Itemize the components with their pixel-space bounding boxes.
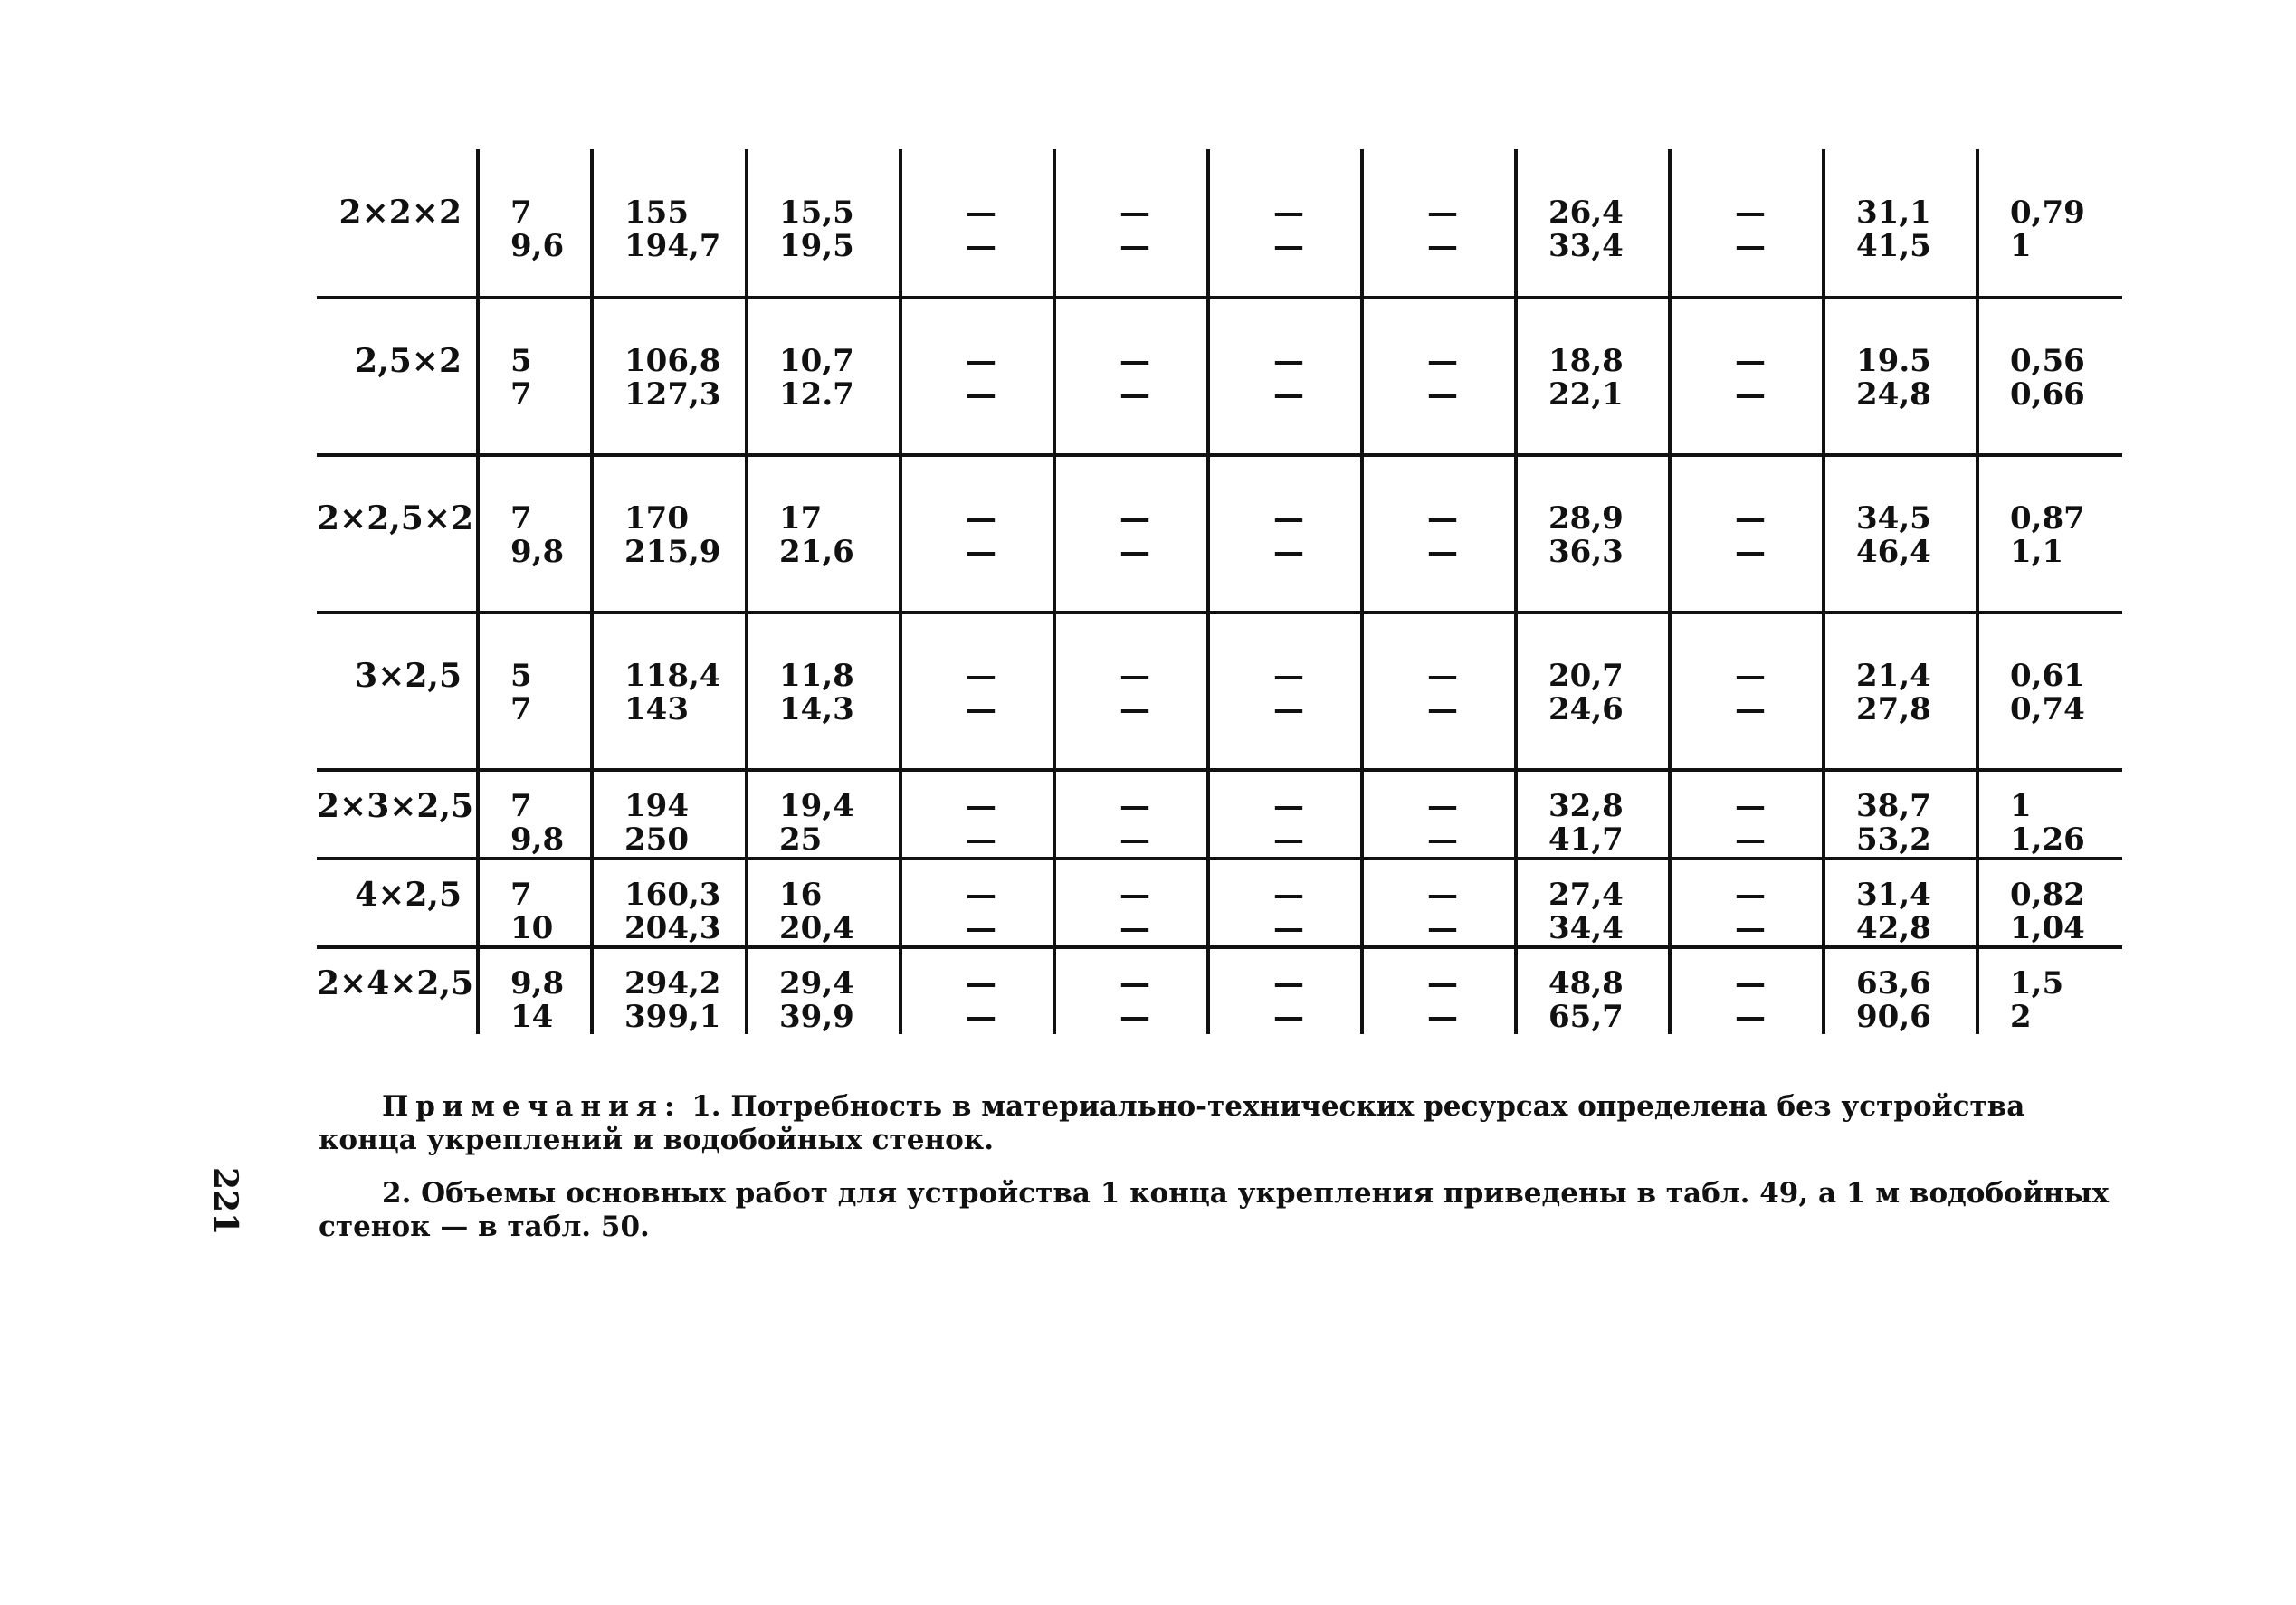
cell-value-top: —	[1427, 500, 1458, 537]
table-cell	[747, 613, 900, 770]
table-cell	[1054, 770, 1208, 859]
cell-value-top: —	[1273, 195, 1304, 231]
table-cell	[1208, 455, 1362, 613]
cell-value-bottom: 204,3	[624, 910, 721, 946]
table-cell	[900, 455, 1054, 613]
row-label: 2×2,5×2	[317, 499, 474, 537]
cell-value-bottom: 14	[510, 999, 554, 1035]
row-label: 2,5×2	[355, 342, 462, 380]
table-cell	[1977, 149, 2122, 298]
table-cell	[592, 298, 747, 455]
table-cell	[1208, 770, 1362, 859]
table-cell	[1824, 298, 1977, 455]
table-row	[317, 770, 2122, 859]
cell-value-top: 0,56	[2010, 343, 2085, 379]
cell-value-top: 21,4	[1856, 658, 1931, 694]
table-cell	[1516, 770, 1670, 859]
cell-value-bottom: 14,3	[779, 691, 854, 727]
cell-value-bottom: —	[966, 910, 996, 946]
cell-value-bottom: 2	[2010, 999, 2032, 1035]
cell-value-bottom: 24,8	[1856, 376, 1931, 413]
table-cell	[1362, 859, 1516, 947]
cell-value-bottom: —	[966, 691, 996, 727]
notes-heading: Примечания:	[382, 1090, 682, 1123]
cell-value-bottom: —	[1273, 228, 1304, 264]
table-cell	[1516, 298, 1670, 455]
cell-value-top: 5	[510, 658, 532, 694]
table-cell	[747, 298, 900, 455]
cell-value-bottom: 1,26	[2010, 821, 2085, 858]
cell-value-top: —	[1119, 343, 1150, 379]
table-cell	[592, 947, 747, 1034]
table-cell	[1977, 455, 2122, 613]
table-cell	[900, 947, 1054, 1034]
table-cell	[900, 149, 1054, 298]
cell-value-top: 0,61	[2010, 658, 2085, 694]
table-cell	[900, 613, 1054, 770]
cell-value-top: 5	[510, 343, 532, 379]
table-cell	[900, 298, 1054, 455]
table-cell	[1362, 298, 1516, 455]
table-cell	[1824, 613, 1977, 770]
table-cell	[747, 455, 900, 613]
cell-value-top: —	[1735, 500, 1766, 537]
table-cell	[1054, 613, 1208, 770]
cell-value-top: —	[1735, 788, 1766, 824]
table-cell	[1824, 770, 1977, 859]
cell-value-top: 34,5	[1856, 500, 1931, 537]
cell-value-bottom: —	[1735, 691, 1766, 727]
table-cell	[1670, 298, 1824, 455]
cell-value-top: 1,5	[2010, 965, 2064, 1002]
table-row	[317, 149, 2122, 298]
table-cell	[1670, 613, 1824, 770]
cell-value-top: 7	[510, 500, 532, 537]
cell-value-top: 31,1	[1856, 195, 1931, 231]
cell-value-bottom: —	[1427, 691, 1458, 727]
row-label: 3×2,5	[355, 657, 462, 695]
table-cell	[592, 455, 747, 613]
cell-value-top: 170	[624, 500, 689, 537]
table-cell	[1054, 455, 1208, 613]
cell-value-bottom: 7	[510, 376, 532, 413]
cell-value-bottom: 215,9	[624, 534, 721, 570]
table-row	[317, 613, 2122, 770]
cell-value-bottom: 1,1	[2010, 534, 2064, 570]
table-cell	[1208, 613, 1362, 770]
table-cell	[900, 770, 1054, 859]
cell-value-top: 31,4	[1856, 877, 1931, 913]
cell-value-top: 17	[779, 500, 823, 537]
cell-value-bottom: 127,3	[624, 376, 721, 413]
cell-value-bottom: —	[1427, 821, 1458, 858]
table-cell	[1208, 149, 1362, 298]
cell-value-bottom: —	[1427, 999, 1458, 1035]
cell-value-bottom: 10	[510, 910, 554, 946]
cell-value-top: —	[1427, 965, 1458, 1002]
table-cell	[478, 613, 592, 770]
cell-value-bottom: —	[1273, 999, 1304, 1035]
cell-value-top: —	[1119, 658, 1150, 694]
cell-value-top: 18,8	[1548, 343, 1624, 379]
cell-value-top: 10,7	[779, 343, 854, 379]
cell-value-bottom: 250	[624, 821, 689, 858]
table-cell	[1977, 298, 2122, 455]
table-cell	[478, 947, 592, 1034]
cell-value-bottom: 46,4	[1856, 534, 1931, 570]
cell-value-bottom: —	[1735, 999, 1766, 1035]
table-cell	[1208, 947, 1362, 1034]
cell-value-bottom: —	[1427, 376, 1458, 413]
cell-value-bottom: 0,66	[2010, 376, 2085, 413]
cell-value-top: 7	[510, 195, 532, 231]
cell-value-bottom: —	[966, 376, 996, 413]
cell-value-bottom: —	[1427, 534, 1458, 570]
table-cell	[1670, 859, 1824, 947]
table-cell	[592, 149, 747, 298]
cell-value-top: 160,3	[624, 877, 721, 913]
table-cell	[592, 859, 747, 947]
cell-value-bottom: 19,5	[779, 228, 854, 264]
table-cell	[478, 298, 592, 455]
cell-value-top: —	[1119, 195, 1150, 231]
page-number: 221	[206, 1167, 244, 1236]
table-cell	[747, 149, 900, 298]
table-cell	[478, 149, 592, 298]
table-cell	[1362, 613, 1516, 770]
table-cell	[1670, 149, 1824, 298]
cell-value-top: 0,79	[2010, 195, 2085, 231]
table-cell	[1362, 770, 1516, 859]
table-body	[317, 149, 2122, 1034]
cell-value-bottom: 399,1	[624, 999, 721, 1035]
table-cell	[1670, 947, 1824, 1034]
cell-value-bottom: —	[1735, 228, 1766, 264]
row-label: 2×3×2,5	[317, 787, 474, 825]
table-notes	[319, 1090, 2115, 1244]
table-cell	[1824, 947, 1977, 1034]
table-cell	[900, 859, 1054, 947]
cell-value-bottom: —	[1735, 910, 1766, 946]
cell-value-top: —	[1119, 877, 1150, 913]
table-cell	[1054, 947, 1208, 1034]
cell-value-bottom: 7	[510, 691, 532, 727]
cell-value-top: 32,8	[1548, 788, 1624, 824]
table-cell	[478, 455, 592, 613]
cell-value-bottom: 9,6	[510, 228, 565, 264]
table-cell	[1362, 149, 1516, 298]
cell-value-top: 7	[510, 788, 532, 824]
table-cell	[1054, 149, 1208, 298]
cell-value-bottom: 0,74	[2010, 691, 2085, 727]
cell-value-bottom: 90,6	[1856, 999, 1931, 1035]
cell-value-top: —	[1119, 965, 1150, 1002]
cell-value-bottom: —	[1119, 376, 1150, 413]
cell-value-bottom: —	[966, 534, 996, 570]
cell-value-bottom: —	[1273, 910, 1304, 946]
cell-value-bottom: 12.7	[779, 376, 854, 413]
cell-value-top: —	[966, 500, 996, 537]
table-cell	[592, 613, 747, 770]
table-cell	[1054, 859, 1208, 947]
table-cell	[1824, 859, 1977, 947]
table-cell	[747, 947, 900, 1034]
cell-value-top: —	[966, 195, 996, 231]
cell-value-top: —	[1273, 500, 1304, 537]
cell-value-bottom: —	[966, 821, 996, 858]
cell-value-top: 26,4	[1548, 195, 1624, 231]
table-cell	[1516, 455, 1670, 613]
cell-value-bottom: 42,8	[1856, 910, 1931, 946]
cell-value-bottom: —	[1119, 534, 1150, 570]
cell-value-top: —	[1427, 343, 1458, 379]
table-cell	[1824, 149, 1977, 298]
cell-value-bottom: 20,4	[779, 910, 854, 946]
cell-value-bottom: 1	[2010, 228, 2032, 264]
cell-value-top: 11,8	[779, 658, 854, 694]
cell-value-top: 0,87	[2010, 500, 2085, 537]
cell-value-top: —	[966, 343, 996, 379]
cell-value-bottom: —	[1735, 534, 1766, 570]
cell-value-top: 9,8	[510, 965, 565, 1002]
cell-value-bottom: 53,2	[1856, 821, 1931, 858]
cell-value-bottom: —	[1273, 534, 1304, 570]
cell-value-top: 63,6	[1856, 965, 1931, 1002]
cell-value-bottom: 27,8	[1856, 691, 1931, 727]
table-cell	[1824, 455, 1977, 613]
cell-value-top: 15,5	[779, 195, 854, 231]
table-cell	[747, 859, 900, 947]
cell-value-bottom: —	[1427, 228, 1458, 264]
cell-value-bottom: 33,4	[1548, 228, 1624, 264]
cell-value-top: —	[1427, 658, 1458, 694]
table-row	[317, 455, 2122, 613]
cell-value-top: —	[966, 965, 996, 1002]
cell-value-bottom: 1,04	[2010, 910, 2085, 946]
table-cell	[1516, 149, 1670, 298]
cell-value-bottom: —	[1119, 999, 1150, 1035]
cell-value-bottom: 21,6	[779, 534, 854, 570]
cell-value-top: —	[1427, 195, 1458, 231]
cell-value-bottom: —	[1273, 821, 1304, 858]
cell-value-bottom: —	[1119, 821, 1150, 858]
table-row	[317, 947, 2122, 1034]
table-row	[317, 859, 2122, 947]
cell-value-top: 7	[510, 877, 532, 913]
cell-value-top: 20,7	[1548, 658, 1624, 694]
cell-value-bottom: 34,4	[1548, 910, 1624, 946]
table-cell	[1208, 298, 1362, 455]
cell-value-bottom: —	[1735, 821, 1766, 858]
row-label: 4×2,5	[355, 876, 462, 914]
cell-value-top: 29,4	[779, 965, 854, 1002]
resources-table	[317, 149, 2122, 1034]
table-cell	[478, 770, 592, 859]
cell-value-top: 1	[2010, 788, 2032, 824]
cell-value-bottom: 143	[624, 691, 689, 727]
cell-value-top: 28,9	[1548, 500, 1624, 537]
cell-value-top: —	[1273, 965, 1304, 1002]
table-cell	[1362, 947, 1516, 1034]
note-1-text: 1. Потребность в материально-технических ресурсах определена без устройства конца укреплений и водобойных стенок.	[319, 1090, 2025, 1156]
cell-value-top: 155	[624, 195, 689, 231]
cell-value-top: 27,4	[1548, 877, 1624, 913]
table-cell	[1208, 859, 1362, 947]
cell-value-bottom: 9,8	[510, 821, 565, 858]
cell-value-top: —	[1273, 343, 1304, 379]
note-1	[319, 1090, 2115, 1157]
table-cell	[592, 770, 747, 859]
cell-value-bottom: 194,7	[624, 228, 721, 264]
cell-value-bottom: 22,1	[1548, 376, 1624, 413]
cell-value-top: 19.5	[1856, 343, 1931, 379]
cell-value-top: 294,2	[624, 965, 721, 1002]
cell-value-top: —	[1735, 658, 1766, 694]
cell-value-top: —	[1119, 500, 1150, 537]
cell-value-top: —	[1735, 343, 1766, 379]
cell-value-top: 16	[779, 877, 823, 913]
cell-value-top: —	[1273, 788, 1304, 824]
table-cell	[1516, 947, 1670, 1034]
cell-value-bottom: —	[1273, 376, 1304, 413]
table-row	[317, 298, 2122, 455]
cell-value-bottom: 9,8	[510, 534, 565, 570]
cell-value-top: —	[1735, 195, 1766, 231]
cell-value-top: 38,7	[1856, 788, 1931, 824]
cell-value-bottom: 41,5	[1856, 228, 1931, 264]
cell-value-bottom: —	[1735, 376, 1766, 413]
cell-value-top: —	[1273, 658, 1304, 694]
cell-value-bottom: —	[1119, 228, 1150, 264]
table-cell	[478, 859, 592, 947]
cell-value-top: —	[1427, 877, 1458, 913]
cell-value-top: —	[966, 658, 996, 694]
cell-value-bottom: —	[1273, 691, 1304, 727]
table-cell	[1977, 770, 2122, 859]
cell-value-bottom: 65,7	[1548, 999, 1624, 1035]
cell-value-top: —	[966, 788, 996, 824]
cell-value-top: 118,4	[624, 658, 721, 694]
row-label: 2×4×2,5	[317, 964, 474, 1002]
cell-value-top: 48,8	[1548, 965, 1624, 1002]
cell-value-bottom: —	[1119, 691, 1150, 727]
cell-value-top: —	[1735, 877, 1766, 913]
cell-value-top: 106,8	[624, 343, 721, 379]
cell-value-bottom: —	[1427, 910, 1458, 946]
table-cell	[1670, 455, 1824, 613]
cell-value-top: —	[1119, 788, 1150, 824]
cell-value-bottom: 25	[779, 821, 823, 858]
table-cell	[1977, 859, 2122, 947]
note-2: 2. Объемы основных работ для устройства 1 конца укрепления приведены в табл. 49, а 1 м водобойных стенок — в табл. 50.	[319, 1177, 2110, 1243]
table-cell	[1516, 859, 1670, 947]
table-cell	[1977, 947, 2122, 1034]
row-label: 2×2×2	[338, 194, 462, 232]
table-cell	[747, 770, 900, 859]
table-cell	[1054, 298, 1208, 455]
cell-value-top: —	[1735, 965, 1766, 1002]
cell-value-bottom: —	[966, 999, 996, 1035]
cell-value-top: 194	[624, 788, 689, 824]
table-cell	[1977, 613, 2122, 770]
cell-value-bottom: 41,7	[1548, 821, 1624, 858]
cell-value-bottom: 36,3	[1548, 534, 1624, 570]
cell-value-bottom: —	[966, 228, 996, 264]
cell-value-bottom: 39,9	[779, 999, 854, 1035]
cell-value-top: —	[966, 877, 996, 913]
cell-value-top: —	[1427, 788, 1458, 824]
cell-value-top: 0,82	[2010, 877, 2085, 913]
table-cell	[1362, 455, 1516, 613]
cell-value-bottom: 24,6	[1548, 691, 1624, 727]
table-cell	[1516, 613, 1670, 770]
cell-value-bottom: —	[1119, 910, 1150, 946]
cell-value-top: 19,4	[779, 788, 854, 824]
cell-value-top: —	[1273, 877, 1304, 913]
table-cell	[1670, 770, 1824, 859]
